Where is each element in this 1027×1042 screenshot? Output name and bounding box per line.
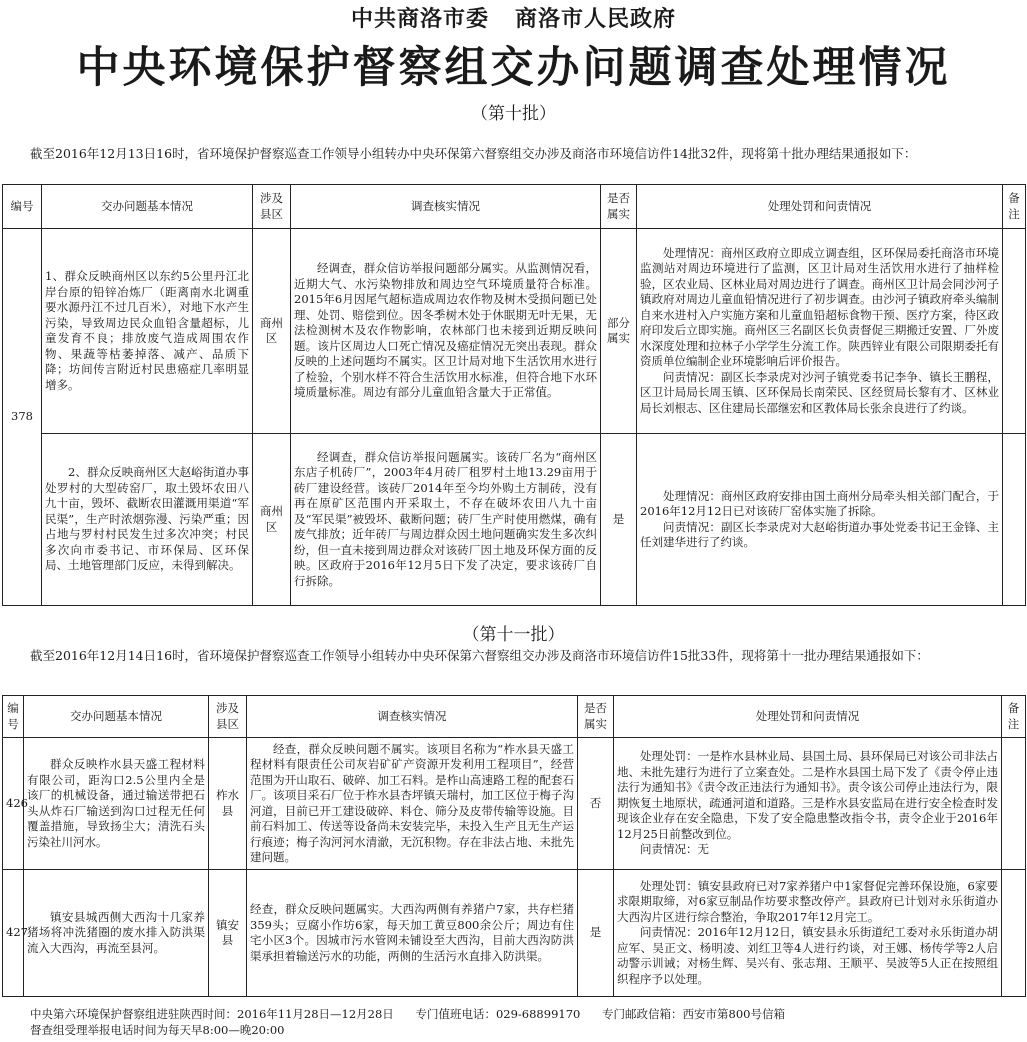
footer-hotline: 专门值班电话：029-68899170 xyxy=(415,1007,581,1021)
footer-contact xyxy=(30,1006,803,1038)
header-truth: 是否属实 xyxy=(601,185,637,229)
accountability-text: 问责情况：副区长李录虎对沙河子镇党委书记李争、镇长王鹏程，区卫计局局长周玉镇、区环保局长南荣民、区经贸局长黎有才、区林业局长刘根志、区住建局长邵继宏和区教体局长张余良进行了约谈。 xyxy=(640,369,999,415)
table-row xyxy=(3,738,1026,870)
handling-text: 处理处罚：镇安县政府已对7家养猪户中1家督促完善环保设施，6家要求限期取缔，对6家豆制品作坊要求整改停产。县政府已计划对永乐街道办大西沟片区进行综合整治，争取2017年12月完工。 xyxy=(617,878,998,924)
footer-mailbox: 专门邮政信箱：西安市第800号信箱 xyxy=(602,1007,785,1021)
note-cell xyxy=(1003,229,1026,434)
accountability-text: 问责情况：副区长李录虎对大赵峪街道办事处党委书记王金锋、主任刘建华进行了约谈。 xyxy=(640,519,999,549)
note-cell xyxy=(1002,738,1026,870)
truth-cell: 是 xyxy=(578,870,614,997)
table-row xyxy=(3,434,1026,606)
header-note: 备注 xyxy=(1002,696,1026,738)
accountability-text: 问责情况：2016年12月12日，镇安县永乐街道纪工委对永乐街道办胡应军、吴正文、杨明凌、刘红卫等4人进行约谈，对王娜、杨传学等2人启动警示训诫；对杨生辉、吴兴有、张志翔、王顺平、吴波等5人正在按照组织程序予以处理。 xyxy=(617,925,998,986)
investigation-cell: 经调查，群众信访举报问题属实。该砖厂名为“商州区东店子机砖厂”，2003年4月砖厂租罗村土地13.29亩用于砖厂建设经营。该砖厂2014年至今均外购土方制砖，没有再在原矿区范围内开采取土，不存在破坏农田八九十亩及“军民渠”被毁坏、截断问题；砖厂生产时使用燃煤，确有废气排放；近年砖厂与周边群众因土地问题确实发生多次纠纷，但一直未接到周边群众对该砖厂因土地及环保方面的反映。区政府于2016年12月5日下发了决定，要求该砖厂自行拆除。 xyxy=(291,434,601,606)
handling-text: 处理处罚：一是柞水县林业局、县国土局、县环保局已对该公司非法占地、未批先建行为进行了立案查处。二是柞水县国土局下发了《责令停止违法行为通知书》《责令改正违法行为通知书》。责令该公司停止违法行为，限期恢复土地原状，疏通河道和道路。三是柞水县安监局在进行安全检查时发现该企业存在安全隐患，下发了安全隐患整改指令书，责令企业于2016年12月25日前整改到位。 xyxy=(617,749,998,841)
header-truth: 是否属实 xyxy=(578,696,614,738)
header-problem: 交办问题基本情况 xyxy=(24,696,209,738)
area-cell: 商州区 xyxy=(253,229,291,434)
footer-inspection-period: 中央第六环境保护督察组进驻陕西时间：2016年11月28日—12月28日 xyxy=(30,1007,394,1021)
batch-10-intro: 截至2016年12月13日16时，省环境保护督察巡查工作领导小组转办中央环保第六督察组交办涉及商洛市环境信访件14批32件，现将第十批办理结果通报如下： xyxy=(30,146,917,161)
handling-cell xyxy=(614,738,1002,870)
truth-cell: 否 xyxy=(578,738,614,870)
handling-cell xyxy=(614,870,1002,997)
batch-11-intro: 截至2016年12月14日16时，省环境保护督察巡查工作领导小组转办中央环保第六督察组交办涉及商洛市环境信访件15批33件，现将第十一批办理结果通报如下： xyxy=(30,648,929,663)
batch-11-table xyxy=(2,695,1026,997)
header-investigation: 调查核实情况 xyxy=(291,185,601,229)
page-title: 中央环境保护督察组交办问题调查处理情况 xyxy=(76,43,951,93)
area-cell: 镇安县 xyxy=(209,870,247,997)
note-cell xyxy=(1003,434,1026,606)
header-note: 备注 xyxy=(1003,185,1026,229)
table-row xyxy=(3,229,1026,434)
truth-cell: 是 xyxy=(601,434,637,606)
handling-cell xyxy=(637,434,1003,606)
problem-cell: 2、群众反映商州区大赵峪街道办事处罗村的大型砖窑厂，取土毁坏农田八九十亩，毁坏、截断农田灌溉用渠道“军民渠”，生产时浓烟弥漫、污染严重；因占地与罗村村民发生过多次冲突；村民多次向市委书记、市环保局、区环保局、土地管理部门反应，未得到解决。 xyxy=(42,434,253,606)
header-area: 涉及县区 xyxy=(253,185,291,229)
footer-hours: 督查组受理举报电话时间为每天早8:00—晚20:00 xyxy=(30,1023,285,1037)
header-area: 涉及县区 xyxy=(209,696,247,738)
table-header-row xyxy=(3,185,1026,229)
handling-text: 处理情况：商州区政府安排由国土商州分局牵头相关部门配合，于2016年12月12日已对该砖厂窑体实施了拆除。 xyxy=(640,488,999,518)
batch-11-label: （第十一批） xyxy=(462,625,565,645)
header-number: 编号 xyxy=(3,696,24,738)
investigation-cell: 经调查，群众信访举报问题部分属实。从监测情况看，近期大气、水污染物排放和周边空气环境质量符合标准。2015年6月因尾气超标造成周边农作物及树木受损问题已处理、处罚、赔偿到位。因冬季树木处于休眠期无叶无果，无法检测树木及农作物影响，农林部门也未接到近期反映问题。该片区周边人口死亡情况及癌症情况无突出表现。群众反映的上述问题均不属实。区卫计局对地下生活饮用水进行了检验，个别水样不符合生活饮用水标准，但符合地下水环境质量标准。周边有部分儿童血铅含量大于正常值。 xyxy=(291,229,601,434)
problem-cell: 群众反映柞水县天盛工程材料有限公司，距沟口2.5公里内全是该厂的机械设备，通过输送带把石头从炸石厂输送到沟口过程无任何覆盖措施，导致扬尘大；清洗石头污染社川河水。 xyxy=(24,738,209,870)
truth-cell: 部分属实 xyxy=(601,229,637,434)
batch-10-table xyxy=(2,184,1026,606)
header-handling: 处理处罚和问责情况 xyxy=(637,185,1003,229)
case-number: 426 xyxy=(3,738,24,870)
accountability-text: 问责情况：无 xyxy=(640,842,709,857)
table-header-row xyxy=(3,696,1026,738)
batch-10-label: （第十批） xyxy=(471,104,556,124)
header-investigation: 调查核实情况 xyxy=(247,696,578,738)
note-cell xyxy=(1002,870,1026,997)
header-handling: 处理处罚和问责情况 xyxy=(614,696,1002,738)
case-number: 427 xyxy=(3,870,24,997)
investigation-cell: 经查，群众反映问题属实。大西沟两侧有养猪户7家，共存栏猪359头；豆腐小作坊6家，每天加工黄豆800余公斤；周边有住宅小区3个。因城市污水管网未铺设至大西沟，目前大西沟防洪渠承担着输送污水的功能，两侧的生活污水直排入防洪渠。 xyxy=(247,870,578,997)
problem-cell: 1、群众反映商州区以东约5公里丹江北岸台原的铅锌冶炼厂（距离南水北调重要水源丹江不过几百米），对地下水产生污染，导致周边民众血铅含量超标，儿童发育不良；排放废气造成周围农作物、果蔬等枯萎掉落、减产、品质下降；坊间传言附近村民患癌症几率明显增多。 xyxy=(42,229,253,434)
issuing-organizations xyxy=(0,2,1027,33)
header-problem: 交办问题基本情况 xyxy=(42,185,253,229)
case-number: 378 xyxy=(3,229,42,606)
investigation-cell: 经查，群众反映问题不属实。该项目名称为“柞水县天盛工程材料有限责任公司灰岩矿矿产资源开发利用工程项目”，经营范围为开山取石、破碎、加工石料。是柞山高速路工程的配套石厂。该项目采石厂位于柞水县杏坪镇天瑞村，加工区位于梅子沟河道，目前已开工建设破碎、料仓、筛分及皮带传输等设施。目前石料加工、传送等设备尚未安装完毕，未投入生产且无生产运行痕迹；梅子沟河河水清澈，无沉积物。存在非法占地、未批先建问题。 xyxy=(247,738,578,870)
handling-text: 处理情况：商州区政府立即成立调查组，区环保局委托商洛市环境监测站对周边环境进行了监测，区卫计局对生活饮用水进行了抽样检验，区农业局、区林业局对周边进行了调查。商州区卫计局会同沙河子镇政府对周边儿童血铅情况进行了初步调查。由沙河子镇政府牵头编制自来水进村入户实施方案和儿童血铅超标食物干预、医疗方案，待区政府印发后立即实施。商州区三名副区长负责督促三期搬迁安置、厂外废水深度处理和拉林子小学学生分流工作。陕西锌业有限公司限期委托有资质单位编制企业环境影响后评价报告。 xyxy=(640,245,999,369)
header-number: 编号 xyxy=(3,185,42,229)
table-row xyxy=(3,870,1026,997)
org-party-committee: 中共商洛市委 xyxy=(350,6,489,32)
org-government: 商洛市人民政府 xyxy=(515,6,677,32)
area-cell: 柞水县 xyxy=(209,738,247,870)
problem-cell: 镇安县城西侧大西沟十几家养猪场将冲洗猪圈的废水排入防洪渠流入大西沟，再流至县河。 xyxy=(24,870,209,997)
handling-cell xyxy=(637,229,1003,434)
area-cell: 商州区 xyxy=(253,434,291,606)
